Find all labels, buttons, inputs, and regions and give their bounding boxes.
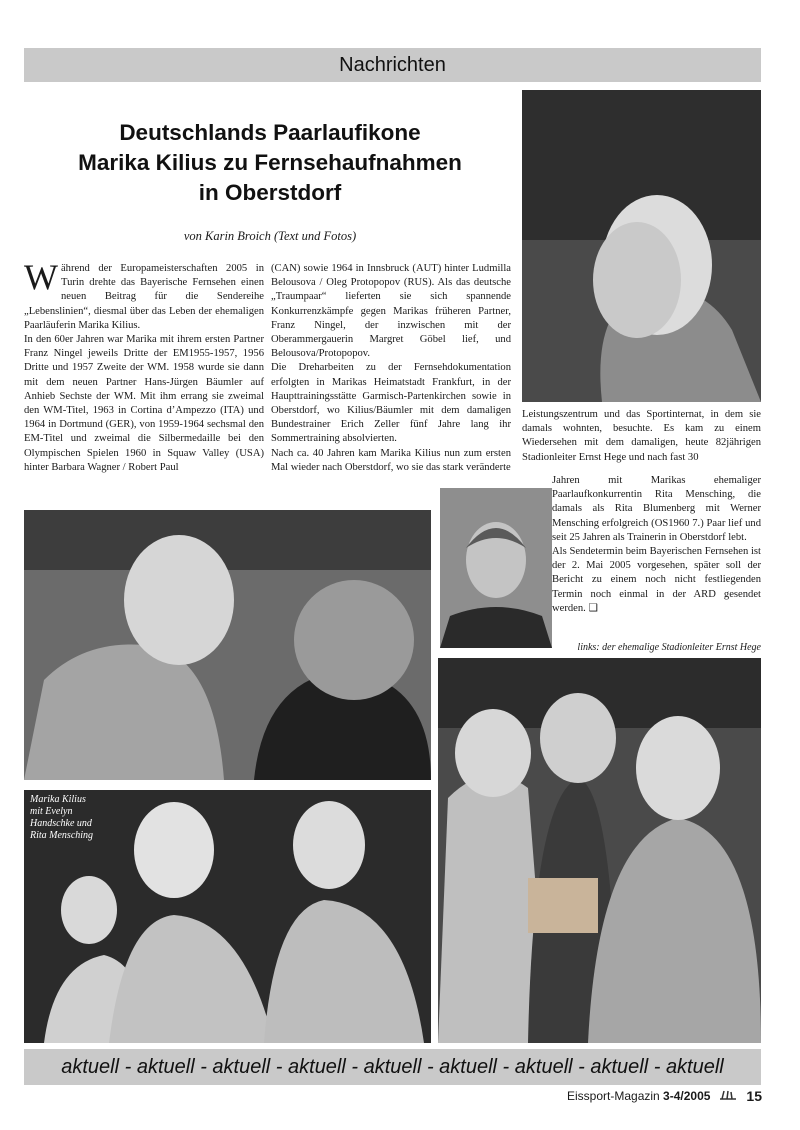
paragraph — [24, 257, 264, 333]
paragraph: Die Dreharbeiten zu der Fernsehdokumentation erfolgten in Marikas Heimatstadt Frankfurt, in der Haupttrainingsstätte Garmisch-Partenkirchen sowie in Oberstdorf, wo Kilius/Bäumler mit dem damaligen Bundestrainer Erich Zeller fünf Jahre lang ihr Sommertraining absolvierten. — [271, 362, 511, 445]
caption-line: Rita Mensching — [30, 830, 94, 841]
column-3-top — [522, 408, 761, 465]
caption-line: Marika Kilius — [30, 794, 86, 805]
paragraph: Als Sendetermin beim Bayerischen Fernsehen ist der 2. Mai 2005 vorgesehen, später soll der Bericht zu einem noch nicht festliegenden Termin noch einmal in der ARD gesendet werden. ❑ — [552, 546, 761, 614]
page-footer — [567, 1088, 762, 1104]
caption-line: mit Evelyn — [30, 806, 73, 817]
paragraph: Leistungszentrum und das Sportinternat, in dem sie damals wohnten, besuchte. Es kam zu einem Wiedersehen mit dem damaligen, heute 82jährigen Stadionleiter Ernst Hege und nach fast 30 — [522, 409, 761, 463]
skate-logo-icon — [718, 1089, 738, 1103]
caption-line: Handschke und — [30, 818, 92, 829]
photo-marika-portrait — [522, 90, 761, 402]
paragraph-text: ährend der Europameisterschaften 2005 in Turin drehte das Bayerische Fernsehen einen neuen Beitrag für die Sendereihe „Lebenslinien“, diesmal über das Leben der ehemaligen Paarläuferin Marika Kilius. — [24, 263, 264, 331]
title-line: Deutschlands Paarlaufikone — [119, 120, 421, 145]
banner-text: aktuell - aktuell - aktuell - aktuell - aktuell - aktuell - aktuell - aktuell - aktuell — [61, 1055, 724, 1078]
photo-caption-group — [30, 794, 93, 842]
column-2 — [271, 262, 511, 475]
drop-cap: W — [24, 257, 58, 297]
photo-meeting-rita-mensching — [438, 658, 761, 1043]
column-1 — [24, 257, 264, 475]
issue-number: 3-4/2005 — [663, 1089, 711, 1103]
photo-group-kilius-handschke-mensching — [24, 790, 431, 1043]
paragraph: In den 60er Jahren war Marika mit ihrem ersten Partner Franz Ningel jeweils Dritte der EM1955-1957, 1956 Dritte und 1957 Zweite der WM. 1958 wurde sie dann mit dem neuen Partner Hans-Jürgen Bäumler auf Anhieb Sechste der WM. Mit ihm errang sie zweimal den WM-Titel, 1963 in Cortina d’Ampezzo (ITA) und 1964 in Dortmund (GER), von 1959-1964 sechsmal den EM-Titel und zweimal die Silbermedaille bei den Olympischen Spielen 1960 in Squaw Valley (USA) hinter Barbara Wagner / Robert Paul — [24, 334, 264, 473]
section-header: Nachrichten — [339, 53, 446, 76]
paragraph: Nach ca. 40 Jahren kam Marika Kilius nun zum ersten Mal wieder nach Oberstdorf, wo sie das stark veränderte — [271, 447, 511, 473]
article-title — [30, 118, 510, 208]
paragraph: Jahren mit Marikas ehemaliger Paarlaufkonkurrentin Rita Mensching, die damals als Rita Blumenberg mit Werner Mensching erfolgreich (OS1960 7.) Paar lief und seit 25 Jahren als Trainerin in Oberstdorf lebt. — [552, 475, 761, 543]
aktuell-banner — [24, 1049, 761, 1085]
page-number: 15 — [746, 1088, 762, 1104]
byline: von Karin Broich (Text und Fotos) — [183, 229, 357, 243]
section-header-bar — [24, 48, 761, 82]
magazine-name: Eissport-Magazin — [567, 1089, 660, 1103]
title-line: Marika Kilius zu Fernsehaufnahmen — [78, 150, 462, 175]
column-3-bottom — [552, 474, 761, 616]
photo-caption-hege: links: der ehemalige Stadionleiter Ernst Hege — [577, 642, 761, 653]
photo-marika-talking — [24, 510, 431, 780]
paragraph: (CAN) sowie 1964 in Innsbruck (AUT) hinter Ludmilla Belousova / Oleg Protopopov (RUS). Als das deutsche „Traumpaar“ lieferten sie sich spannende Konkurrenzkämpfe gegen Marikas früheren Partner, Franz Ningel, der inzwischen mit der Oberammergauerin Margret Göbel lief, und Belousova/Protopopov. — [271, 263, 511, 360]
photo-ernst-hege — [440, 488, 552, 648]
title-line: in Oberstdorf — [198, 180, 342, 205]
